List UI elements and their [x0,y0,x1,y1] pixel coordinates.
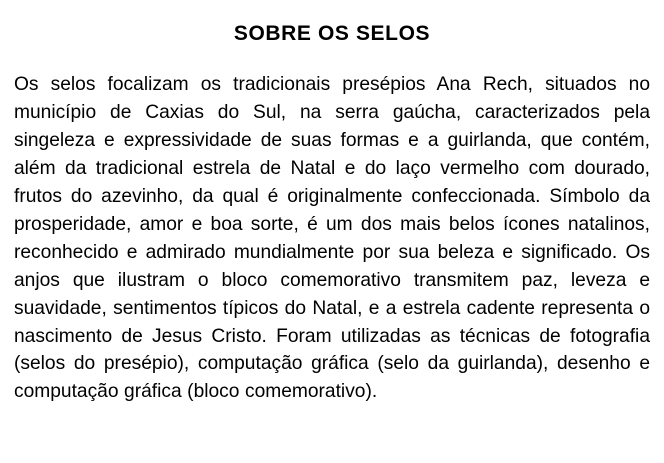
page-title: SOBRE OS SELOS [233,22,431,45]
document-body-text: Os selos focalizam os tradicionais presépios Ana Rech, situados no município de Caxias do Sul, na serra gaúcha, caracterizados pela singeleza e expressividade de suas formas e a guirlanda, que contém, além da tradicional estrela de Natal e do laço vermelho com dourado, frutos do azevinho, da qual é originalmente confeccionada. Símbolo da prosperidade, amor e boa sorte, é um dos mais belos ícones natalinos, reconhecido e admirado mundialmente por sua beleza e significado. Os anjos que ilustram o bloco comemorativo transmitem paz, leveza e suavidade, sentimentos típicos do Natal, e a estrela cadente representa o nascimento de Jesus Cristo. Foram utilizadas as técnicas de fotografia (selos do presépio), computação gráfica (selo da guirlanda), desenho e computação gráfica (bloco comemorativo). [14,74,650,403]
